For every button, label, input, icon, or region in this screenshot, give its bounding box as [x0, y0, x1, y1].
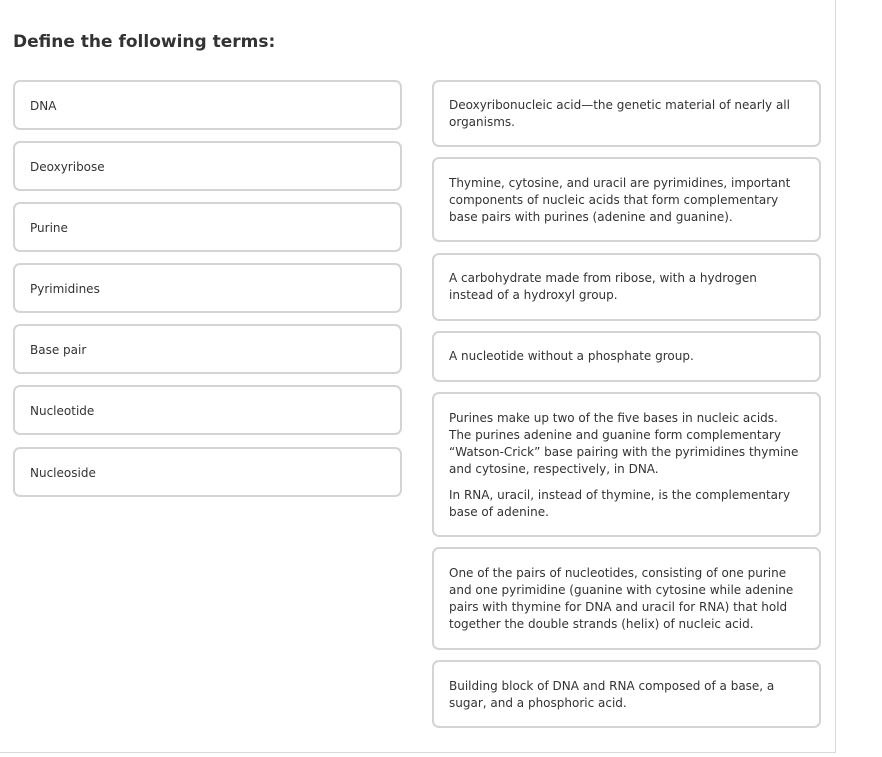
definition-text: Building block of DNA and RNA composed of a base, a sugar, and a phosphoric acid. [449, 679, 775, 710]
term-label: Nucleotide [30, 404, 95, 418]
term-label: Nucleoside [30, 466, 96, 480]
term-label: Pyrimidines [30, 282, 100, 296]
definition-card[interactable] [432, 157, 821, 242]
term-label: Purine [30, 221, 68, 235]
definition-text: A nucleotide without a phosphate group. [449, 349, 694, 363]
term-card-purine[interactable] [13, 202, 402, 252]
definition-card[interactable] [432, 392, 821, 537]
term-card-pyrimidines[interactable] [13, 263, 402, 313]
definition-text: Deoxyribonucleic acid—the genetic material of nearly all organisms. [449, 98, 790, 129]
definition-card[interactable] [432, 547, 821, 650]
term-card-base-pair[interactable] [13, 324, 402, 374]
term-label: Base pair [30, 343, 87, 357]
definition-text: A carbohydrate made from ribose, with a hydrogen instead of a hydroxyl group. [449, 271, 757, 302]
definition-card[interactable] [432, 80, 821, 147]
definition-text: In RNA, uracil, instead of thymine, is the complementary base of adenine. [449, 488, 791, 519]
definition-text: Purines make up two of the five bases in nucleic acids. The purines adenine and guanine form complementary “Watson-Crick” base pairing with the pyrimidines thymine and cytosine, respectively, in DNA. [449, 411, 799, 476]
term-card-nucleoside[interactable] [13, 447, 402, 497]
term-card-nucleotide[interactable] [13, 385, 402, 435]
term-card-dna[interactable] [13, 80, 402, 130]
term-card-deoxyribose[interactable] [13, 141, 402, 191]
definition-card[interactable] [432, 331, 821, 382]
definition-card[interactable] [432, 660, 821, 728]
definition-text: Thymine, cytosine, and uracil are pyrimidines, important components of nucleic acids that form complementary base pairs with purines (adenine and guanine). [449, 176, 791, 224]
definition-card[interactable] [432, 253, 821, 321]
question-title: Define the following terms: [13, 32, 276, 52]
term-label: DNA [30, 99, 57, 113]
term-label: Deoxyribose [30, 160, 105, 174]
definition-text: One of the pairs of nucleotides, consisting of one purine and one pyrimidine (guanine with cytosine while adenine pairs with thymine for DNA and uracil for RNA) that hold together the double strands (helix) of nucleic acid. [449, 566, 794, 631]
